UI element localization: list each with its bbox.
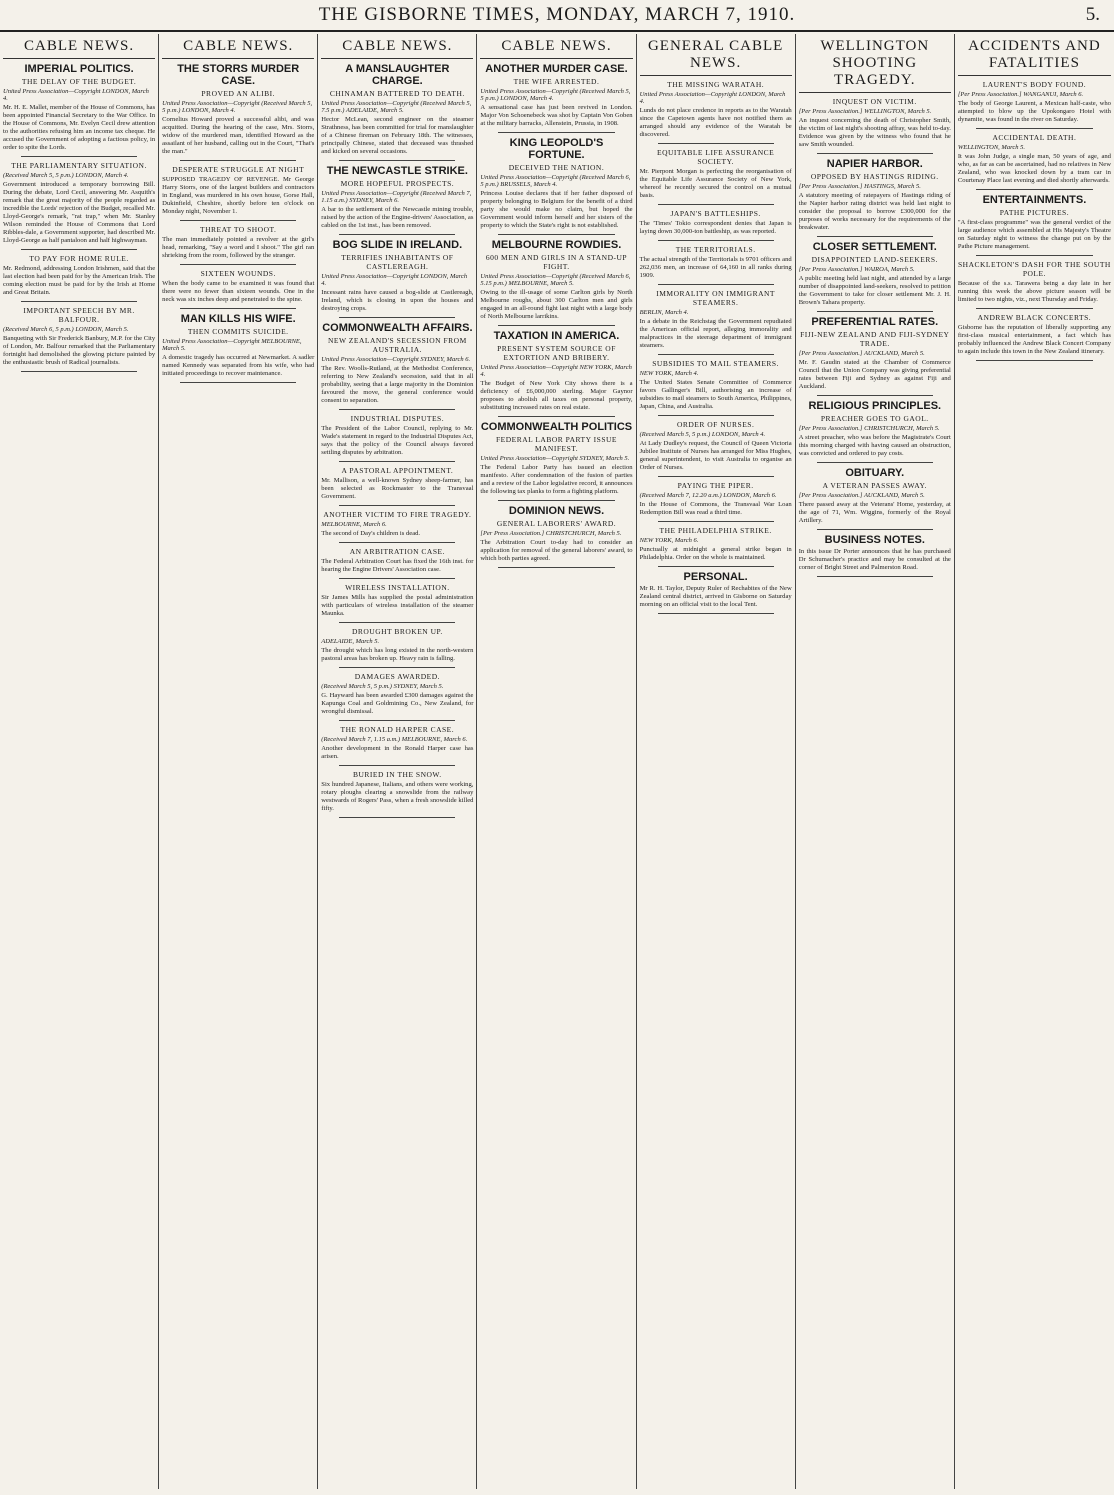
article	[3, 306, 155, 372]
article-dateline: United Press Association—Copyright LONDON, March 4.	[639, 91, 786, 105]
article-dateline: [Per Press Association.] HASTINGS, March 5.	[798, 183, 921, 190]
newspaper-column	[318, 34, 477, 1489]
divider	[658, 566, 774, 567]
article-dateline: United Press Association—Copyright LONDON, March 4.	[321, 273, 468, 287]
article-headline: THE NEWCASTLE STRIKE.	[326, 165, 468, 177]
divider	[180, 308, 296, 309]
article-body: It was John Judge, a single man, 50 years of age, and who, as far as can be ascertained, had no relatives in New Zealand, who was knocked down by a tram car in Courtenay Place last evening and died shortly afterwards.	[957, 153, 1111, 184]
divider	[817, 529, 933, 530]
article-body: A statutory meeting of ratepayers of Hastings riding of the Napier harbor rating district was held last night to consider the proposal to borrow £300,000 for the purposes of works necessary for the requirements of the breakwater.	[798, 192, 951, 231]
divider	[180, 220, 296, 221]
divider	[658, 143, 774, 144]
divider	[339, 234, 455, 235]
article-body: A public meeting held last night, and attended by a large number of disappointed land-seekers, resolved to petition the Government to take for closer settlement Mr. J. H. Brown's Tahara property.	[798, 275, 951, 306]
article	[162, 63, 314, 161]
article-subheading: ORDER OF NURSES.	[676, 420, 755, 429]
article	[321, 510, 473, 543]
article-subheading: THE PHILADELPHIA STRIKE.	[659, 526, 772, 535]
divider	[339, 461, 455, 462]
article-headline: PERSONAL.	[683, 571, 748, 583]
article	[321, 239, 473, 318]
divider	[658, 476, 774, 477]
article-dateline: (Received March 5, 5 p.m.) LONDON, March 4.	[639, 431, 766, 438]
divider	[21, 301, 137, 302]
article-dateline: United Press Association—Copyright LONDON, March 4.	[3, 88, 149, 102]
article-dateline: ADELAIDE, March 5.	[321, 638, 380, 645]
article-body: The Budget of New York City shows there is a deficiency of £6,000,000 sterling. Major Gaynor proposes to abolish all taxes on personal property, substituting increased rates on real estate.	[480, 380, 633, 411]
article-subheading: TO PAY FOR HOME RULE.	[29, 254, 129, 263]
column-heading: GENERAL CABLE NEWS.	[640, 34, 792, 76]
article-dateline: [Per Press Association.] WANGANUI, March 6.	[957, 91, 1084, 98]
divider	[339, 317, 455, 318]
article	[480, 63, 632, 133]
article-headline: MELBOURNE ROWDIES.	[491, 239, 622, 251]
divider	[498, 567, 614, 568]
article-headline: DOMINION NEWS.	[508, 505, 605, 517]
article	[958, 313, 1111, 361]
article-headline: ENTERTAINMENTS.	[982, 194, 1087, 206]
newspaper-column	[796, 34, 955, 1489]
article-subheading: ANDREW BLACK CONCERTS.	[977, 313, 1092, 322]
article-body: The Federal Labor Party has issued an election manifesto. After condemnation of the fusion of parties and a review of the Labor legislative record, it announces the following tax planks to form a fighting platform.	[480, 464, 633, 495]
article-body: The United States Senate Committee of Commerce favors Gallinger's Bill, authorising an increase of subsidies to mail steamers to South America, Philippines, Japan, China, and Australia.	[639, 379, 792, 410]
article-body: The President of the Labor Council, replying to Mr. Wade's statement in regard to the Industrial Disputes Act, says that the policy of the Council always favored settling disputes by arbitration.	[321, 425, 474, 456]
article-subheading: IMMORALITY ON IMMIGRANT STEAMERS.	[656, 289, 775, 307]
divider	[339, 720, 455, 721]
article-dateline: United Press Association—Copyright NEW YORK, March 4.	[480, 364, 632, 378]
page-number: 5.	[1085, 4, 1100, 25]
divider	[658, 521, 774, 522]
article-subheading: LAURENT'S BODY FOUND.	[982, 80, 1087, 89]
article	[321, 466, 473, 506]
article-body: The drought which has long existed in the north-western pastoral areas has broken up. Heavy rain is falling.	[321, 647, 474, 662]
article-subheading: FEDERAL LABOR PARTY ISSUE MANIFEST.	[495, 435, 617, 453]
article-body: The man immediately pointed a revolver at the girl's head, remarking, "Say a word and I shoot." The girl ran shrieking from the room, followed by the stranger.	[162, 236, 315, 259]
article-headline: PREFERENTIAL RATES.	[811, 316, 939, 328]
article	[321, 770, 473, 818]
article-body: G. Hayward has been awarded £300 damages against the Kapunga Coal and Goldmining Co., New Zealand, for wrongful dismissal.	[321, 692, 474, 715]
article	[958, 80, 1111, 129]
article-body: Mr. Pierpont Morgan is perfecting the reorganisation of the Equitable Life Assurance Society of New York, whereof he recently secured the control on a mutual basis.	[639, 168, 792, 199]
article	[640, 209, 792, 241]
article-dateline: WELLINGTON, March 5.	[957, 144, 1026, 151]
article-subheading: ACCIDENTAL DEATH.	[992, 133, 1077, 142]
article-dateline: United Press Association—Copyright (Received March 6, 5.15 p.m.) MELBOURNE, March 5.	[480, 273, 631, 287]
article-headline: A MANSLAUGHTER CHARGE.	[345, 63, 450, 87]
article-subheading: MORE HOPEFUL PROSPECTS.	[340, 179, 455, 188]
article-headline: ANOTHER MURDER CASE.	[485, 63, 628, 75]
article	[640, 148, 792, 205]
article	[799, 400, 951, 463]
article	[640, 245, 792, 285]
article-dateline: (Received March 5, 5 p.m.) SYDNEY, March 5.	[321, 683, 444, 690]
divider	[976, 360, 1093, 361]
article	[321, 725, 473, 766]
article	[321, 547, 473, 579]
article-subheading: FIJI-NEW ZEALAND AND FIJI-SYDNEY TRADE.	[800, 330, 950, 348]
article-body: In the House of Commons, the Transvaal War Loan Redemption Bill was read a third time.	[639, 501, 792, 516]
article-dateline: (Received March 5, 5 p.m.) LONDON, March 4.	[3, 172, 129, 179]
article-subheading: BURIED IN THE SNOW.	[353, 770, 442, 779]
article	[640, 481, 792, 522]
article-headline: OBITUARY.	[845, 467, 905, 479]
article	[480, 137, 632, 235]
article	[480, 505, 632, 568]
divider	[658, 354, 774, 355]
article-dateline: United Press Association—Copyright MELBOURNE, March 5.	[162, 338, 302, 352]
column-heading: CABLE NEWS.	[3, 34, 155, 59]
article-subheading: INDUSTRIAL DISPUTES.	[350, 414, 445, 423]
article-subheading: GENERAL LABORERS' AWARD.	[496, 519, 617, 528]
article-dateline: United Press Association—Copyright SYDNEY, March 5.	[480, 455, 630, 462]
article-body: In a debate in the Reichstag the Government repudiated the American official report, alleging immorality and malpractices in the steerage department of immigrant steamers.	[639, 318, 792, 349]
article-subheading: NEW ZEALAND'S SECESSION FROM AUSTRALIA.	[327, 336, 467, 354]
article	[958, 194, 1111, 256]
article-dateline: [Per Press Association.] AUCKLAND, March 5.	[798, 492, 925, 499]
article-body: The Rev. Woolls-Rutland, at the Methodist Conference, referring to New Zealand's secession, said that in all probability, seeing that a large majority in the Dominion favoured the move, the general conference would consent to separation.	[321, 365, 474, 404]
article-body: Princess Louise declares that if her father disposed of property belonging to Belgium for the benefit of a third party she would make no claim, but hoped the Government would inform herself and her sisters of the property to which the State's right is not established.	[480, 190, 633, 229]
article	[162, 225, 314, 265]
article-subheading: CHINAMAN BATTERED TO DEATH.	[329, 89, 465, 98]
article	[640, 80, 792, 144]
article-dateline: (Received March 7, 12.20 a.m.) LONDON, March 6.	[639, 492, 777, 499]
article-body: An inquest concerning the death of Christopher Smith, the victim of last night's shooting affray, was held to-day. Evidence was given by the witness who found that he saw Smith wounded.	[798, 117, 951, 148]
article	[640, 359, 792, 416]
article	[162, 269, 314, 309]
newspaper-column	[955, 34, 1114, 1489]
article-dateline: (Received March 7, 1.15 a.m.) MELBOURNE, March 6.	[321, 736, 468, 743]
newspaper-column	[0, 34, 159, 1489]
article-headline: COMMONWEALTH AFFAIRS.	[322, 322, 473, 334]
article-dateline: United Press Association—Copyright SYDNEY, March 6.	[321, 356, 471, 363]
divider	[976, 308, 1093, 309]
article	[162, 313, 314, 383]
article-body: In this issue Dr Porter announces that he has purchased Dr Schumacher's practice and may be consulted at the corner of Bright Street and Palmerston Road.	[798, 548, 951, 571]
article-dateline: (Received March 6, 5 p.m.) LONDON, March 5.	[3, 326, 129, 333]
article-body: Government introduced a temporary borrowing Bill. During the debate, Lord Cecil, answering Mr. Asquith's remark that the great majority of the people regarded as incredible the Lords' rejection of the Budget, recalled Mr. Lloyd-George's remark, "rat trap," when Mr. Stanley Wilson reminded the House of Commons that Lord Ribbles-dale, a Government supporter, had described Mr. Lloyd-George as half pantaloon and half highwayman.	[3, 181, 156, 244]
article-body: Mr. Mallison, a well-known Sydney sheep-farmer, has been selected as Rockmaster to the Transvaal Government.	[321, 477, 474, 500]
article	[480, 239, 632, 326]
column-heading: CABLE NEWS.	[162, 34, 314, 59]
article-headline: THE STORRS MURDER CASE.	[177, 63, 300, 87]
article-body: Mr. H. E. Mallet, member of the House of Commons, has been appointed Financial Secretary to the War Office. In the House of Commons, Mr. Evelyn Cecil drew attention to the authorities refusing him an income tax cheque. He accused the Government of adopting a factious policy, in order to spite the Lords.	[3, 104, 156, 151]
article-subheading: THE TERRITORIALS.	[675, 245, 756, 254]
divider	[658, 415, 774, 416]
article-subheading: ANOTHER VICTIM TO FIRE TRAGEDY.	[323, 510, 472, 519]
divider	[339, 622, 455, 623]
article-body: The 'Times' Tokio correspondent denies that Japan is laying down 30,000-ton battleship, as was reported.	[639, 220, 792, 235]
article	[321, 414, 473, 462]
article-subheading: THE RONALD HARPER CASE.	[340, 725, 455, 734]
article	[321, 322, 473, 410]
article-dateline: NEW YORK, March 6.	[639, 537, 699, 544]
divider	[817, 462, 933, 463]
divider	[817, 153, 933, 154]
article-body: Mr R. H. Taylor, Deputy Ruler of Rechabites of the New Zealand central district, arrived in Gisborne on Saturday morning on an official visit to the local Tent.	[639, 585, 792, 608]
article-subheading: PATHE PICTURES.	[999, 208, 1070, 217]
divider	[498, 234, 614, 235]
article-subheading: SHACKLETON'S DASH FOR THE SOUTH POLE.	[957, 260, 1111, 278]
article-headline: RELIGIOUS PRINCIPLES.	[808, 400, 942, 412]
article-dateline: United Press Association—Copyright (Received March 5, 7.5 p.m.) ADELAIDE, March 5.	[321, 100, 472, 114]
article	[321, 63, 473, 161]
divider	[498, 325, 614, 326]
divider	[498, 132, 614, 133]
article-body: The actual strength of the Territorials is 9701 officers and 262,036 men, an increase of 64,160 in all ranks during 1909.	[639, 256, 792, 279]
article-body: Another development in the Ronald Harper case has arisen.	[321, 745, 474, 760]
article-subheading: DAMAGES AWARDED.	[354, 672, 441, 681]
article	[958, 260, 1111, 309]
divider	[658, 240, 774, 241]
article-subheading: 600 MEN AND GIRLS IN A STAND-UP FIGHT.	[485, 253, 628, 271]
article	[640, 289, 792, 355]
article-subheading: SIXTEEN WOUNDS.	[200, 269, 276, 278]
article-subheading: THE PARLIAMENTARY SITUATION.	[11, 161, 147, 170]
article-dateline: [Per Press Association.] CHRISTCHURCH, March 5.	[798, 425, 940, 432]
divider	[976, 255, 1093, 256]
newspaper-title: THE GISBORNE TIMES, MONDAY, MARCH 7, 1910.	[318, 4, 796, 25]
divider	[21, 156, 137, 157]
article	[3, 63, 155, 157]
divider	[817, 236, 933, 237]
article-dateline: [Per Press Association.] AUCKLAND, March 5.	[798, 350, 925, 357]
article-body: A bar to the settlement of the Newcastle mining trouble, raised by the action of the Engine-drivers' Association, as cabled on the 1st inst., has been removed.	[321, 206, 474, 229]
divider	[658, 284, 774, 285]
article-dateline: BERLIN, March 4.	[639, 309, 689, 316]
article-body: Six hundred Japanese, Italians, and others were working, rotary ploughs clearing a snowslide from the railway westwards of Rogers' Pass, when a fresh snowslide killed fifty.	[321, 781, 474, 812]
article-dateline: [Per Press Association.] CHRISTCHURCH, March 5.	[480, 530, 622, 537]
article-subheading: THE MISSING WARATAH.	[667, 80, 765, 89]
article	[321, 627, 473, 668]
article-subheading: INQUEST ON VICTIM.	[832, 97, 917, 106]
article-subheading: THREAT TO SHOOT.	[200, 225, 277, 234]
article-body: The Federal Arbitration Court has fixed the 16th inst. for hearing the Engine Drivers' Association case.	[321, 558, 474, 573]
divider	[180, 382, 296, 383]
article-headline: NAPIER HARBOR.	[826, 158, 923, 170]
article	[799, 158, 951, 237]
article-headline: BUSINESS NOTES.	[824, 534, 925, 546]
divider	[339, 578, 455, 579]
article-body: Sir James Mills has supplied the postal administration with particulars of wireless installation of the steamer Maunka.	[321, 594, 474, 617]
article-headline: TAXATION IN AMERICA.	[493, 330, 620, 342]
divider	[339, 505, 455, 506]
article	[480, 330, 632, 417]
article	[640, 420, 792, 477]
newspaper-column	[637, 34, 796, 1489]
masthead	[0, 0, 1114, 32]
divider	[658, 204, 774, 205]
article-body: Hector McLean, second engineer on the steamer Strathness, has been committed for trial for manslaughter of a Chinese fireman on February 18th. The witnesses, principally Chinese, stated that deceased was thrashed and kicked on several occasions.	[321, 116, 474, 155]
article-body: Because of the s.s. Tarawera being a day late in her running this week the above picture season will be limited to two nights, viz., next Thursday and Friday.	[957, 280, 1111, 303]
article-body: At Lady Dudley's request, the Council of Queen Victoria Jubilee Institute of Nurses has arranged for Miss Hughes, general superintendent, to visit Australia to organise an Order of Nurses.	[639, 440, 792, 471]
article-body: The body of George Laurent, a Mexican half-caste, who attempted to blow up the Upokongaro Hotel with dynamite, was found in the river on Saturday.	[957, 100, 1111, 123]
article-body: Lunds do not place credence in reports as to the Waratah since the Capetown agents have not notified them as arranged should any evidence of the Waratah be discovered.	[639, 107, 792, 138]
divider	[180, 264, 296, 265]
column-heading: CABLE NEWS.	[480, 34, 632, 59]
article-subheading: PREACHER GOES TO GAOL.	[820, 414, 929, 423]
article-body: Incessant rains have caused a bog-slide at Castlereagh, Ireland, which is closing in upon the houses and destroying crops.	[321, 289, 474, 312]
divider	[498, 500, 614, 501]
divider	[180, 160, 296, 161]
article-subheading: AN ARBITRATION CASE.	[349, 547, 445, 556]
article-dateline: [Per Press Association.] WAIROA, March 5.	[798, 266, 915, 273]
article	[958, 133, 1111, 190]
article-subheading: PRESENT SYSTEM SOURCE OF EXTORTION AND BRIBERY.	[497, 344, 616, 362]
article-dateline: United Press Association—Copyright (Received March 5, 5 p.m.) LONDON, March 4.	[162, 100, 313, 114]
article-subheading: WIRELESS INSTALLATION.	[345, 583, 450, 592]
article-headline: MAN KILLS HIS WIFE.	[180, 313, 296, 325]
article	[640, 571, 792, 614]
article-subheading: IMPORTANT SPEECH BY MR. BALFOUR.	[23, 306, 135, 324]
column-heading: CABLE NEWS.	[321, 34, 473, 59]
article-subheading: DECEIVED THE NATION.	[508, 163, 605, 172]
article-body: Owing to the ill-usage of some Carlton girls by North Melbourne roughs, about 300 Carlton men and girls engaged in an all-round fight last night with a large body of North Melbourne larrikins.	[480, 289, 633, 320]
article-headline: BOG SLIDE IN IRELAND.	[332, 239, 463, 251]
article-headline: COMMONWEALTH POLITICS	[480, 421, 633, 433]
article-subheading: A PASTORAL APPOINTMENT.	[341, 466, 454, 475]
newspaper-column	[159, 34, 318, 1489]
article	[799, 534, 951, 577]
article-body: "A first-class programme" was the general verdict of the large audience which assembled at His Majesty's Theatre on Saturday night to witness the change put on by the Pathe Picture management.	[957, 219, 1111, 250]
article-subheading: DISAPPOINTED LAND-SEEKERS.	[811, 255, 938, 264]
article-body: A sensational case has just been revived in London. Major Von Schoenebeck was shot by Captain Von Goben at the military barracks, Allenstein, Prussia, in 1908.	[480, 104, 633, 127]
article	[799, 316, 951, 396]
article-body: Banqueting with Sir Frederick Banbury, M.P. for the City of London, Mr. Balfour remarked that the Parliamentary fortnight had demolished the glowing picture painted by the enthusiastic brush of Radical journalists.	[3, 335, 156, 366]
article-subheading: A VETERAN PASSES AWAY.	[822, 481, 927, 490]
article	[321, 672, 473, 721]
divider	[21, 249, 137, 250]
divider	[976, 128, 1093, 129]
article-subheading: EQUITABLE LIFE ASSURANCE SOCIETY.	[657, 148, 775, 166]
divider	[21, 371, 137, 372]
article-body: SUPPOSED TRAGEDY OF REVENGE. Mr George Harry Storrs, one of the largest builders and contractors in England, was murdered in his own house, Gorse Hall, Dukinfield, Cheshire, shortly before ten o'clock on Monday night, November 1.	[162, 176, 315, 215]
article	[321, 165, 473, 235]
column-heading: ACCIDENTS AND FATALITIES	[958, 34, 1111, 76]
article	[162, 165, 314, 221]
article-dateline: United Press Association—Copyright (Received March 5, 5 p.m.) LONDON, March 4.	[480, 88, 631, 102]
article-subheading: DROUGHT BROKEN UP.	[351, 627, 443, 636]
article	[480, 421, 632, 501]
article-subheading: JAPAN'S BATTLESHIPS.	[670, 209, 761, 218]
article-subheading: THE WIFE ARRESTED.	[513, 77, 600, 86]
article-subheading: PROVED AN ALIBI.	[201, 89, 276, 98]
article-dateline: [Per Press Association.] WELLINGTON, March 5.	[798, 108, 932, 115]
article-dateline: NEW YORK, March 4.	[639, 370, 699, 377]
article-subheading: THEN COMMITS SUICIDE.	[187, 327, 289, 336]
article-body: Punctually at midnight a general strike began in Philadelphia. Order on the whole is maintained.	[639, 546, 792, 561]
article-body: When the body came to be examined it was found that there were no fewer than sixteen wounds. One in the neck was six inches deep and penetrated to the spine.	[162, 280, 315, 303]
article-body: The second of Day's children is dead.	[321, 530, 421, 537]
article-body: A street preacher, who was before the Magistrate's Court this morning charged with having caused an obstruction, was convicted and ordered to pay costs.	[798, 434, 951, 457]
article-body: The Arbitration Court to-day had to consider an application for removal of the general laborers' award, to which both parties agreed.	[480, 539, 633, 562]
divider	[817, 395, 933, 396]
article-subheading: PAYING THE PIPER.	[677, 481, 754, 490]
article-dateline: United Press Association—Copyright (Received March 6, 5 p.m.) BRUSSELS, March 4.	[480, 174, 631, 188]
article-subheading: DESPERATE STRUGGLE AT NIGHT	[172, 165, 305, 174]
divider	[658, 613, 774, 614]
article-headline: KING LEOPOLD'S FORTUNE.	[509, 137, 604, 161]
divider	[339, 409, 455, 410]
divider	[817, 576, 933, 577]
article	[799, 241, 951, 312]
article	[640, 526, 792, 567]
article-dateline: MELBOURNE, March 6.	[321, 521, 387, 528]
article-body: Mr. Redmond, addressing London Irishmen, said that the last election had been paid for by the American Irish. The coming election must be paid for by the Irish at Home and Great Britain.	[3, 265, 156, 296]
article	[799, 467, 951, 530]
article-body: Cornelius Howard proved a successful alibi, and was acquitted. During the hearing of the case, Mrs. Storrs, widow of the murdered man, identified Howard as the assailant of her husband, calling out in the Court, "That's the man."	[162, 116, 315, 155]
divider	[339, 160, 455, 161]
divider	[339, 817, 455, 818]
article-body: Mr. F. Gaudin stated at the Chamber of Commerce Council that the Union Company was giving preferential rates between Fiji and Sydney as against Fiji and Auckland.	[798, 359, 951, 390]
divider	[498, 416, 614, 417]
divider	[339, 667, 455, 668]
divider	[817, 311, 933, 312]
article-headline: IMPERIAL POLITICS.	[24, 63, 134, 75]
divider	[339, 765, 455, 766]
article-subheading: TERRIFIES INHABITANTS OF CASTLEREAGH.	[341, 253, 454, 271]
article	[321, 583, 473, 623]
article-subheading: THE DELAY OF THE BUDGET.	[21, 77, 137, 86]
article-body: Gisborne has the reputation of liberally supporting any first-class musical entertainment, a fact which has probably influenced the Andrew Black Concert Company to again include this town in the New Zealand itinerary.	[957, 324, 1111, 355]
article-dateline: United Press Association—Copyright (Received March 7, 1.15 a.m.) SYDNEY, March 6.	[321, 190, 472, 204]
divider	[976, 189, 1093, 190]
article	[3, 161, 155, 250]
article-subheading: SUBSIDIES TO MAIL STEAMERS.	[652, 359, 779, 368]
article-body: A domestic tragedy has occurred at Newmarket. A sadler named Kennedy was separated from his wife, who had initiated proceedings to recover maintenance.	[162, 354, 315, 377]
article-body: There passed away at the Veterans' Home, yesterday, at the age of 71, Wm. Wiggins, formerly of the Royal Artillery.	[798, 501, 951, 524]
article	[3, 254, 155, 302]
article-headline: CLOSER SETTLEMENT.	[812, 241, 937, 253]
article	[799, 97, 951, 154]
divider	[339, 542, 455, 543]
column-heading: WELLINGTON SHOOTING TRAGEDY.	[799, 34, 951, 93]
newspaper-column	[477, 34, 636, 1489]
article-subheading: OPPOSED BY HASTINGS RIDING.	[810, 172, 939, 181]
